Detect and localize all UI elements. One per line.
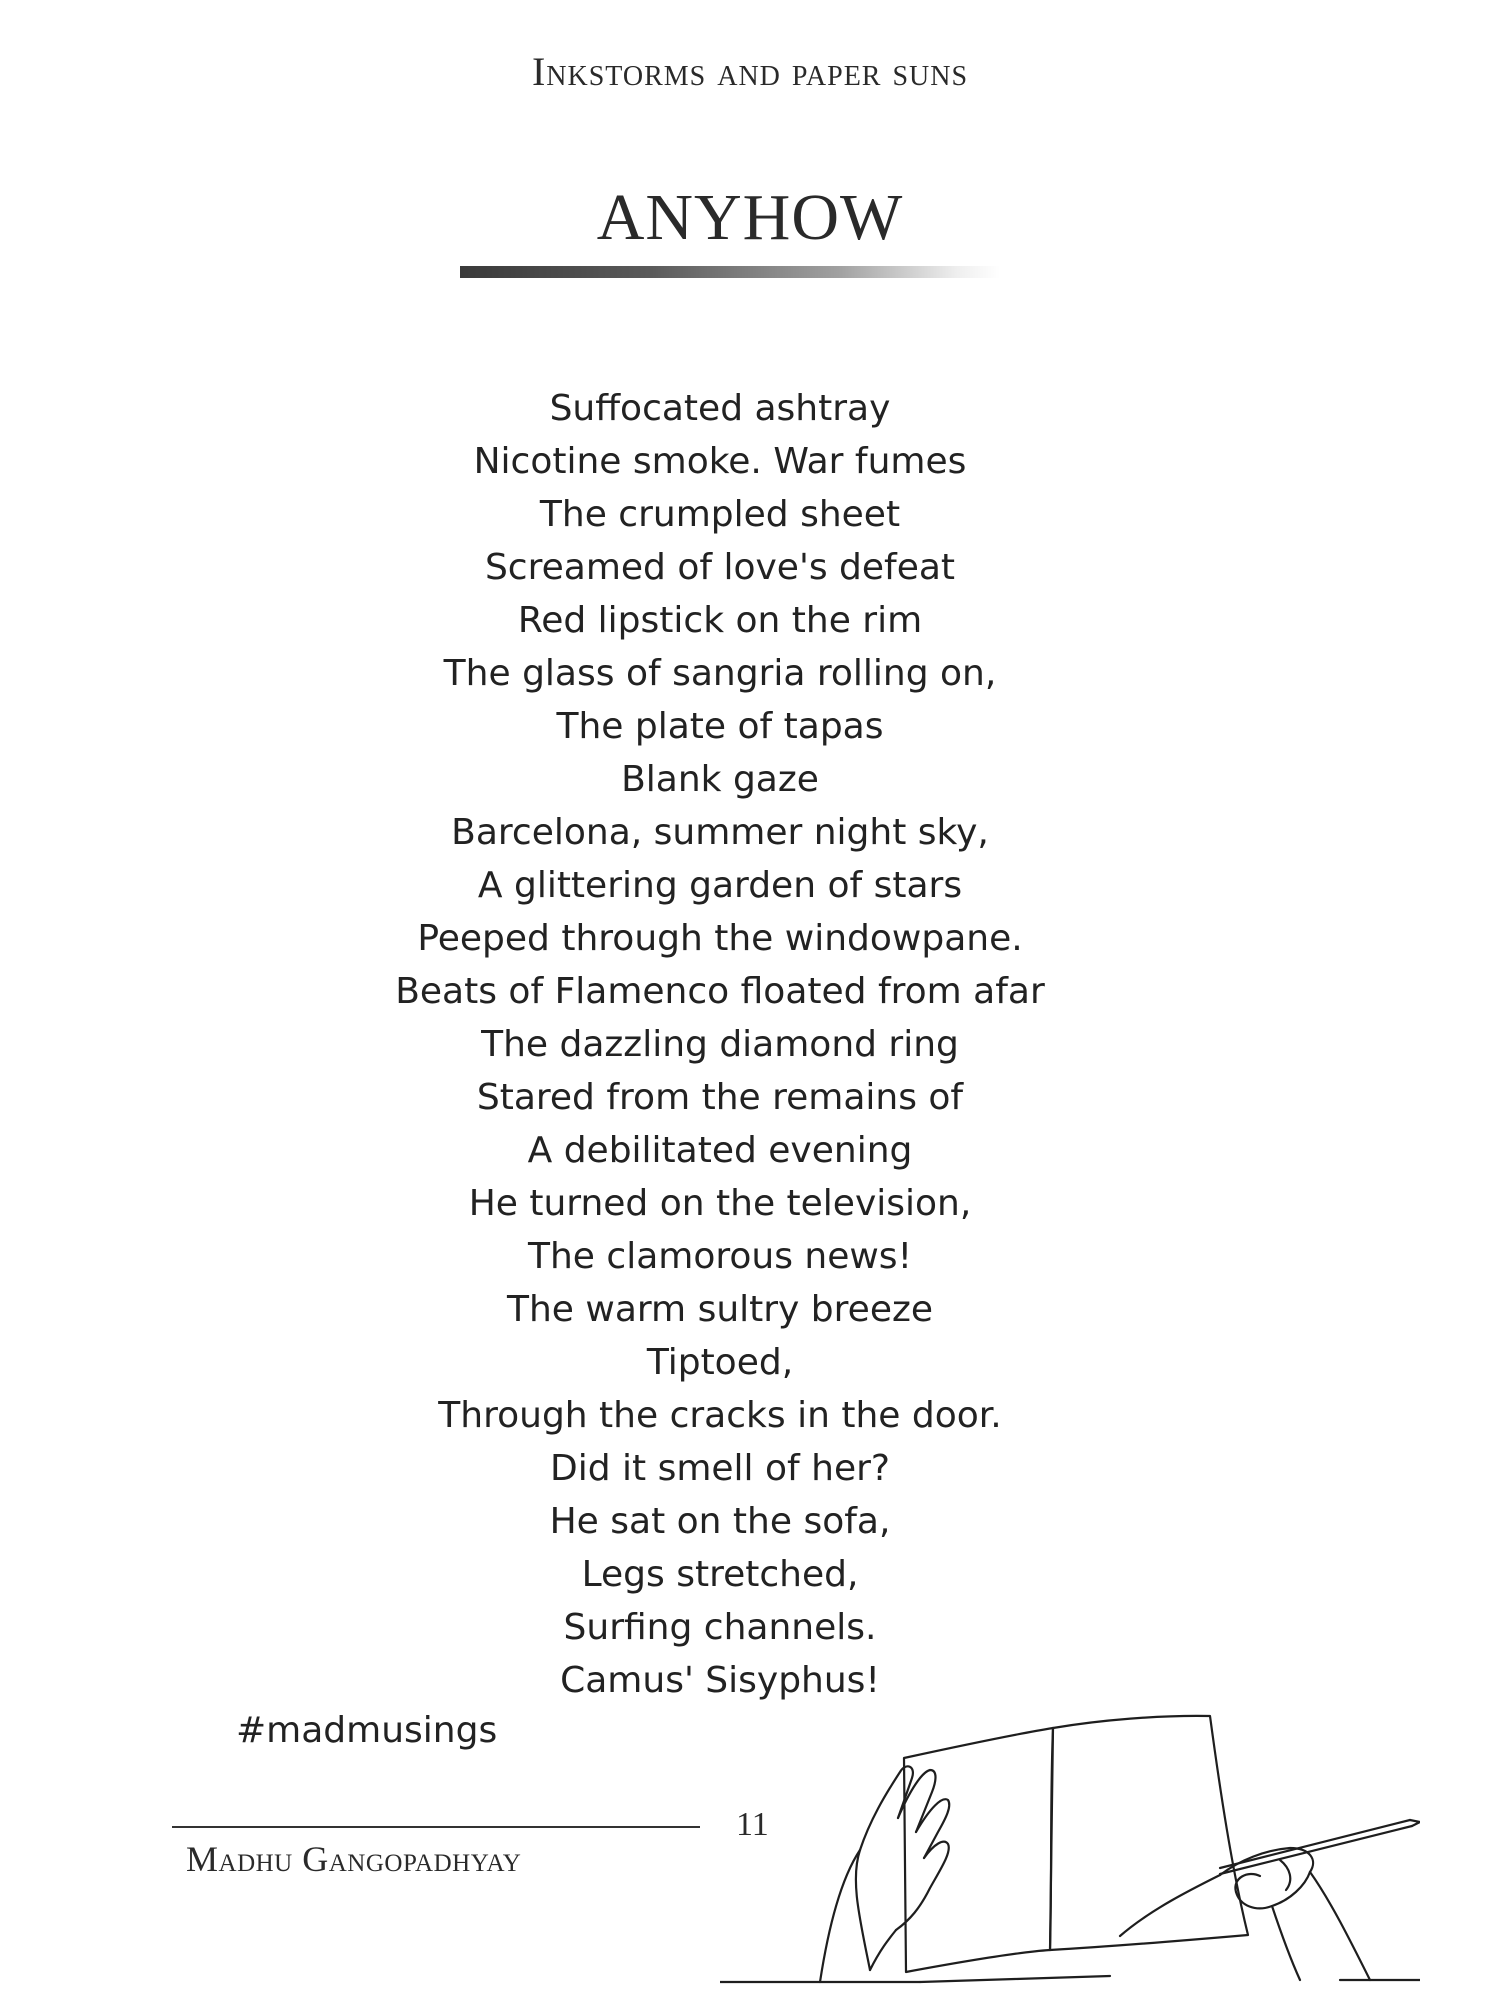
poem-line: Barcelona, summer night sky, [451,812,989,853]
poem-title: ANYHOW [596,181,904,254]
title-underline-rule [460,266,1000,278]
poem-line: The glass of sangria rolling on, [443,653,997,694]
poem-line: Suffocated ashtray [549,388,891,429]
poem-line: Screamed of love's defeat [484,547,956,588]
book-and-writing-hands-line-drawing-icon [720,1700,1420,1990]
poem-line: Camus' Sisyphus! [560,1660,880,1701]
poem-line: The warm sultry breeze [506,1289,934,1330]
poem-line: Nicotine smoke. War fumes [473,441,967,482]
poem-line: Did it smell of her? [549,1448,890,1489]
poem-body [0,382,1440,1707]
poem-line: Through the cracks in the door. [438,1395,1002,1436]
poem-line: He sat on the sofa, [549,1501,891,1542]
hashtag: #madmusings [236,1710,498,1751]
poem-line: Legs stretched, [581,1554,859,1595]
page-number: 11 [736,1806,769,1843]
poem-line: The dazzling diamond ring [481,1024,959,1065]
poem-line: Surfing channels. [563,1607,877,1648]
poem-line: Tiptoed, [646,1342,794,1383]
poem-line: A glittering garden of stars [477,865,963,906]
poem-line: Peeped through the windowpane. [417,918,1023,959]
poem-line: A debilitated evening [527,1130,913,1171]
footer-rule [172,1826,700,1828]
poem-line: Beats of Flamenco floated from afar [395,971,1045,1012]
poem-line: The clamorous news! [528,1236,912,1277]
running-header: Inkstorms and paper suns [531,49,969,94]
poem-line: The crumpled sheet [539,494,901,535]
poem-line: The plate of tapas [556,706,884,747]
poem-line: Stared from the remains of [476,1077,964,1118]
poem-line: Blank gaze [621,759,819,800]
poem-line: He turned on the television, [468,1183,972,1224]
author-name: Madhu Gangopadhyay [186,1839,522,1879]
poem-line: Red lipstick on the rim [517,600,923,641]
